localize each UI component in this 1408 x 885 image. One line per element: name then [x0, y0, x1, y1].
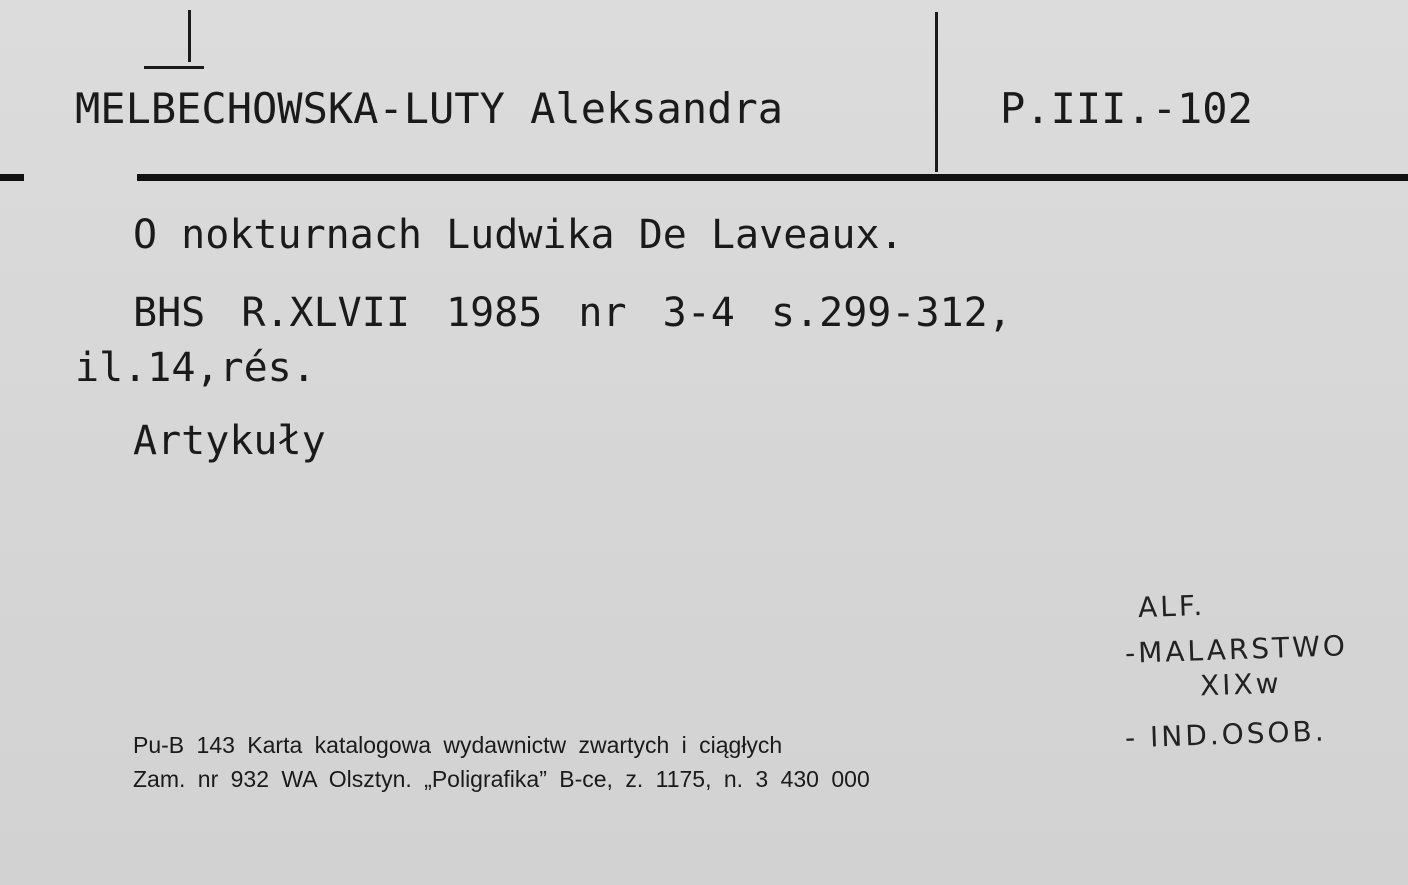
source-citation-continued: il.14,rés.	[75, 345, 316, 391]
source-citation: BHS R.XLVII 1985 nr 3-4 s.299-312,	[133, 290, 1012, 336]
category-label: Artykuły	[133, 418, 326, 464]
article-title: O nokturnach Ludwika De Laveaux.	[133, 212, 904, 258]
author-heading: MELBECHOWSKA-LUTY Aleksandra	[75, 84, 784, 133]
header-vertical-divider	[935, 12, 938, 172]
header-rule-stub	[0, 174, 24, 181]
printer-imprint-line-2: Zam. nr 932 WA Olsztyn. „Poligrafika” B-ce, z. 1175, n. 3 430 000	[133, 766, 870, 792]
handwritten-note: -MALARSTWO	[1124, 629, 1349, 670]
index-tick-mark	[188, 10, 191, 62]
shelf-signature: P.III.-102	[1000, 84, 1253, 133]
index-tick-underline	[144, 66, 204, 69]
handwritten-note: - IND.OSOB.	[1124, 714, 1328, 755]
handwritten-note: XIXw	[1199, 666, 1283, 703]
handwritten-note: ALF.	[1137, 588, 1206, 625]
header-horizontal-rule	[137, 174, 1408, 181]
printer-imprint-line-1: Pu-B 143 Karta katalogowa wydawnictw zwartych i ciągłych	[133, 732, 783, 758]
